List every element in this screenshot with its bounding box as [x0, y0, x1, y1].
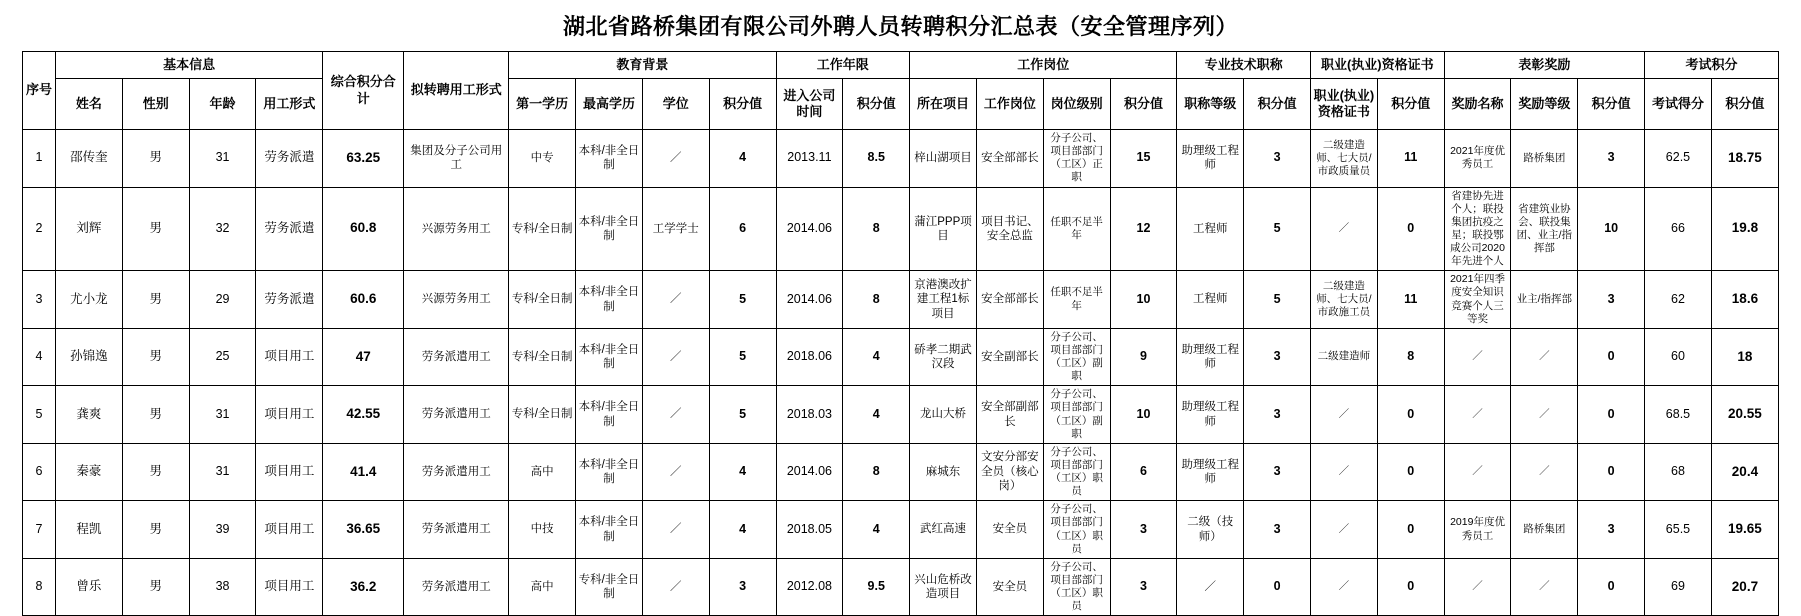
cell-edu-point: 5: [709, 271, 776, 329]
cell-exam-result: 66: [1645, 187, 1712, 271]
table-container: [0, 51, 1801, 616]
table-row: [23, 386, 1779, 444]
col-seq: 序号: [23, 52, 56, 130]
cell-sex: 男: [122, 386, 189, 444]
cell-award-name: 2021年四季度安全知识竞赛个人三等奖: [1444, 271, 1511, 329]
col-exam-point: 积分值: [1711, 79, 1778, 130]
cell-sex: 男: [122, 328, 189, 386]
col-plan-emp-form: 拟转聘用工形式: [404, 52, 509, 130]
cell-total-score: 36.2: [323, 558, 404, 616]
cell-post-point: 10: [1110, 271, 1177, 329]
cell-post-level: 任职不足半年: [1043, 271, 1110, 329]
cell-name: 曾乐: [56, 558, 123, 616]
cell-post: 安全员: [976, 558, 1043, 616]
cell-title-level: 工程师: [1177, 187, 1244, 271]
cell-total-score: 42.55: [323, 386, 404, 444]
cell-total-score: 41.4: [323, 443, 404, 501]
cell-project: 龙山大桥: [910, 386, 977, 444]
table-row: [23, 501, 1779, 559]
cell-award-point: 0: [1578, 443, 1645, 501]
cell-highest-edu: 本科/非全日制: [576, 501, 643, 559]
score-summary-table: [22, 51, 1779, 616]
cell-first-edu: 中技: [509, 501, 576, 559]
cell-sex: 男: [122, 558, 189, 616]
cell-edu-point: 6: [709, 187, 776, 271]
table-body: [23, 130, 1779, 616]
cell-cert: ／: [1311, 501, 1378, 559]
cell-degree: ／: [642, 130, 709, 188]
cell-post: 安全员: [976, 501, 1043, 559]
cell-sex: 男: [122, 443, 189, 501]
cell-cert: 二级建造师: [1311, 328, 1378, 386]
cell-emp-form: 项目用工: [256, 558, 323, 616]
cell-cert-point: 11: [1377, 130, 1444, 188]
cell-sex: 男: [122, 187, 189, 271]
cell-name: 尤小龙: [56, 271, 123, 329]
cell-title-point: 3: [1244, 328, 1311, 386]
cell-title-level: 助理级工程师: [1177, 130, 1244, 188]
col-award-point: 积分值: [1578, 79, 1645, 130]
cell-award-level: 路桥集团: [1511, 130, 1578, 188]
cell-project: 武红高速: [910, 501, 977, 559]
cell-emp-form: 项目用工: [256, 386, 323, 444]
col-edu-point: 积分值: [709, 79, 776, 130]
table-row: [23, 328, 1779, 386]
cell-award-point: 0: [1578, 328, 1645, 386]
cell-title-level: ／: [1177, 558, 1244, 616]
cell-post: 安全部部长: [976, 130, 1043, 188]
cell-cert-point: 0: [1377, 187, 1444, 271]
cell-join-date: 2012.08: [776, 558, 843, 616]
cell-exam-result: 62: [1645, 271, 1712, 329]
cell-edu-point: 5: [709, 328, 776, 386]
cell-award-level: 业主/指挥部: [1511, 271, 1578, 329]
cell-exam-point: 18.75: [1711, 130, 1778, 188]
col-total-score: 综合积分合计: [323, 52, 404, 130]
cell-emp-form: 项目用工: [256, 501, 323, 559]
cell-degree: ／: [642, 328, 709, 386]
cell-highest-edu: 专科/非全日制: [576, 558, 643, 616]
cell-total-score: 60.6: [323, 271, 404, 329]
cell-post-level: 分子公司、项目部部门（工区）副职: [1043, 328, 1110, 386]
col-degree: 学位: [642, 79, 709, 130]
cell-exam-point: 20.4: [1711, 443, 1778, 501]
cell-cert-point: 0: [1377, 501, 1444, 559]
cell-sex: 男: [122, 271, 189, 329]
cell-year-point: 8.5: [843, 130, 910, 188]
cell-highest-edu: 本科/非全日制: [576, 443, 643, 501]
col-post-level: 岗位级别: [1043, 79, 1110, 130]
cell-seq: 7: [23, 501, 56, 559]
cell-age: 31: [189, 130, 256, 188]
col-highest-edu: 最高学历: [576, 79, 643, 130]
cell-edu-point: 4: [709, 501, 776, 559]
cell-title-level: 助理级工程师: [1177, 386, 1244, 444]
cell-award-name: ／: [1444, 443, 1511, 501]
cell-edu-point: 3: [709, 558, 776, 616]
cell-seq: 5: [23, 386, 56, 444]
cell-post-point: 9: [1110, 328, 1177, 386]
col-name: 姓名: [56, 79, 123, 130]
cell-award-level: ／: [1511, 443, 1578, 501]
cell-project: 梓山湖项目: [910, 130, 977, 188]
cell-seq: 1: [23, 130, 56, 188]
cell-cert: 二级建造师、七大员/市政质量员: [1311, 130, 1378, 188]
cell-award-level: ／: [1511, 558, 1578, 616]
table-row: [23, 443, 1779, 501]
cell-first-edu: 专科/全日制: [509, 271, 576, 329]
cell-award-name: 省建协先进个人；联投集团抗疫之星；联投鄂咸公司2020年先进个人: [1444, 187, 1511, 271]
cell-first-edu: 专科/全日制: [509, 328, 576, 386]
cell-award-name: ／: [1444, 328, 1511, 386]
cell-award-level: 省建筑业协会、联投集团、业主/指挥部: [1511, 187, 1578, 271]
cell-join-date: 2014.06: [776, 271, 843, 329]
cell-year-point: 4: [843, 501, 910, 559]
cell-exam-result: 60: [1645, 328, 1712, 386]
cell-cert: 二级建造师、七大员/市政施工员: [1311, 271, 1378, 329]
col-title-point: 积分值: [1244, 79, 1311, 130]
cell-sex: 男: [122, 130, 189, 188]
cell-seq: 6: [23, 443, 56, 501]
cell-degree: ／: [642, 386, 709, 444]
cell-exam-point: 18: [1711, 328, 1778, 386]
cell-year-point: 9.5: [843, 558, 910, 616]
cell-seq: 4: [23, 328, 56, 386]
cell-post: 安全部副部长: [976, 386, 1043, 444]
cell-year-point: 4: [843, 386, 910, 444]
cell-age: 39: [189, 501, 256, 559]
cell-first-edu: 高中: [509, 558, 576, 616]
cell-title-point: 0: [1244, 558, 1311, 616]
col-exam-result: 考试得分: [1645, 79, 1712, 130]
cell-post-level: 任职不足半年: [1043, 187, 1110, 271]
cell-degree: ／: [642, 443, 709, 501]
cell-cert: ／: [1311, 558, 1378, 616]
cell-award-name: 2019年度优秀员工: [1444, 501, 1511, 559]
cell-plan-emp-form: 劳务派遣用工: [404, 501, 509, 559]
cell-award-point: 0: [1578, 386, 1645, 444]
col-group-work-post: 工作岗位: [910, 52, 1177, 79]
cell-title-level: 工程师: [1177, 271, 1244, 329]
cell-seq: 8: [23, 558, 56, 616]
col-first-edu: 第一学历: [509, 79, 576, 130]
header-row-group: [23, 52, 1779, 79]
cell-project: 兴山危桥改造项目: [910, 558, 977, 616]
cell-cert-point: 0: [1377, 443, 1444, 501]
cell-degree: ／: [642, 271, 709, 329]
cell-post-level: 分子公司、项目部部门（工区）职员: [1043, 558, 1110, 616]
cell-exam-result: 69: [1645, 558, 1712, 616]
cell-award-name: 2021年度优秀员工: [1444, 130, 1511, 188]
cell-join-date: 2014.06: [776, 443, 843, 501]
cell-join-date: 2018.05: [776, 501, 843, 559]
cell-edu-point: 5: [709, 386, 776, 444]
cell-highest-edu: 本科/非全日制: [576, 328, 643, 386]
cell-post-point: 3: [1110, 501, 1177, 559]
cell-cert-point: 11: [1377, 271, 1444, 329]
cell-project: 蒲江PPP项目: [910, 187, 977, 271]
cell-age: 31: [189, 386, 256, 444]
cell-total-score: 36.65: [323, 501, 404, 559]
cell-award-point: 3: [1578, 130, 1645, 188]
cell-plan-emp-form: 劳务派遣用工: [404, 386, 509, 444]
cell-exam-result: 62.5: [1645, 130, 1712, 188]
cell-age: 25: [189, 328, 256, 386]
cell-post: 安全部部长: [976, 271, 1043, 329]
cell-exam-result: 65.5: [1645, 501, 1712, 559]
cell-plan-emp-form: 劳务派遣用工: [404, 443, 509, 501]
cell-degree: ／: [642, 558, 709, 616]
col-emp-form: 用工形式: [256, 79, 323, 130]
cell-name: 孙锦逸: [56, 328, 123, 386]
cell-title-level: 二级（技师）: [1177, 501, 1244, 559]
cell-age: 32: [189, 187, 256, 271]
cell-cert-point: 0: [1377, 386, 1444, 444]
cell-age: 38: [189, 558, 256, 616]
cell-highest-edu: 本科/非全日制: [576, 271, 643, 329]
cell-title-point: 3: [1244, 386, 1311, 444]
cell-degree: 工学学士: [642, 187, 709, 271]
cell-seq: 3: [23, 271, 56, 329]
header-row-sub: [23, 79, 1779, 130]
cell-join-date: 2018.03: [776, 386, 843, 444]
col-year-point: 积分值: [843, 79, 910, 130]
table-row: [23, 558, 1779, 616]
cell-year-point: 8: [843, 187, 910, 271]
cell-title-point: 3: [1244, 130, 1311, 188]
col-post: 工作岗位: [976, 79, 1043, 130]
col-project: 所在项目: [910, 79, 977, 130]
cell-cert: ／: [1311, 386, 1378, 444]
cell-post-point: 6: [1110, 443, 1177, 501]
cell-edu-point: 4: [709, 130, 776, 188]
cell-year-point: 8: [843, 443, 910, 501]
cell-cert-point: 8: [1377, 328, 1444, 386]
cell-award-level: ／: [1511, 328, 1578, 386]
cell-post: 项目书记、安全总监: [976, 187, 1043, 271]
cell-post-level: 分子公司、项目部部门（工区）职员: [1043, 501, 1110, 559]
cell-first-edu: 专科/全日制: [509, 386, 576, 444]
cell-highest-edu: 本科/非全日制: [576, 386, 643, 444]
cell-degree: ／: [642, 501, 709, 559]
cell-post-point: 15: [1110, 130, 1177, 188]
table-row: [23, 271, 1779, 329]
cell-first-edu: 中专: [509, 130, 576, 188]
cell-name: 刘辉: [56, 187, 123, 271]
cell-post-point: 10: [1110, 386, 1177, 444]
cell-award-level: ／: [1511, 386, 1578, 444]
col-post-point: 积分值: [1110, 79, 1177, 130]
cell-title-point: 5: [1244, 187, 1311, 271]
cell-first-edu: 高中: [509, 443, 576, 501]
cell-plan-emp-form: 劳务派遣用工: [404, 328, 509, 386]
cell-first-edu: 专科/全日制: [509, 187, 576, 271]
cell-award-point: 0: [1578, 558, 1645, 616]
cell-post-point: 3: [1110, 558, 1177, 616]
col-title-level: 职称等级: [1177, 79, 1244, 130]
col-age: 年龄: [189, 79, 256, 130]
cell-cert: ／: [1311, 443, 1378, 501]
cell-exam-point: 19.65: [1711, 501, 1778, 559]
cell-award-name: ／: [1444, 558, 1511, 616]
cell-post-point: 12: [1110, 187, 1177, 271]
cell-sex: 男: [122, 501, 189, 559]
col-group-education: 教育背景: [509, 52, 776, 79]
cell-award-point: 3: [1578, 501, 1645, 559]
cell-edu-point: 4: [709, 443, 776, 501]
cell-age: 31: [189, 443, 256, 501]
cell-award-name: ／: [1444, 386, 1511, 444]
col-group-professional-title: 专业技术职称: [1177, 52, 1311, 79]
cell-join-date: 2018.06: [776, 328, 843, 386]
cell-post: 安全副部长: [976, 328, 1043, 386]
cell-plan-emp-form: 集团及分子公司用工: [404, 130, 509, 188]
cell-award-point: 10: [1578, 187, 1645, 271]
cell-cert-point: 0: [1377, 558, 1444, 616]
cell-project: 京港澳改扩建工程1标项目: [910, 271, 977, 329]
col-award-level: 奖励等级: [1511, 79, 1578, 130]
col-group-basic-info: 基本信息: [56, 52, 323, 79]
cell-award-level: 路桥集团: [1511, 501, 1578, 559]
cell-emp-form: 劳务派遣: [256, 271, 323, 329]
cell-year-point: 4: [843, 328, 910, 386]
cell-emp-form: 劳务派遣: [256, 187, 323, 271]
cell-name: 秦豪: [56, 443, 123, 501]
cell-exam-point: 19.8: [1711, 187, 1778, 271]
cell-project: 麻城东: [910, 443, 977, 501]
cell-highest-edu: 本科/非全日制: [576, 187, 643, 271]
cell-post: 文安分部安全员（核心岗）: [976, 443, 1043, 501]
cell-project: 硚孝二期武汉段: [910, 328, 977, 386]
cell-plan-emp-form: 劳务派遣用工: [404, 558, 509, 616]
col-join-date: 进入公司时间: [776, 79, 843, 130]
table-row: [23, 187, 1779, 271]
cell-seq: 2: [23, 187, 56, 271]
cell-title-point: 3: [1244, 501, 1311, 559]
cell-join-date: 2013.11: [776, 130, 843, 188]
cell-exam-result: 68.5: [1645, 386, 1712, 444]
cell-title-point: 3: [1244, 443, 1311, 501]
col-group-awards: 表彰奖励: [1444, 52, 1644, 79]
cell-title-point: 5: [1244, 271, 1311, 329]
col-group-vocational-cert: 职业(执业)资格证书: [1311, 52, 1445, 79]
cell-year-point: 8: [843, 271, 910, 329]
cell-name: 龚爽: [56, 386, 123, 444]
cell-cert: ／: [1311, 187, 1378, 271]
cell-post-level: 分子公司、项目部部门（工区）职员: [1043, 443, 1110, 501]
cell-post-level: 分子公司、项目部部门（工区）正职: [1043, 130, 1110, 188]
cell-highest-edu: 本科/非全日制: [576, 130, 643, 188]
col-cert-point: 积分值: [1377, 79, 1444, 130]
cell-title-level: 助理级工程师: [1177, 328, 1244, 386]
cell-post-level: 分子公司、项目部部门（工区）副职: [1043, 386, 1110, 444]
cell-name: 邵传奎: [56, 130, 123, 188]
cell-exam-point: 20.7: [1711, 558, 1778, 616]
cell-exam-point: 20.55: [1711, 386, 1778, 444]
cell-title-level: 助理级工程师: [1177, 443, 1244, 501]
cell-exam-result: 68: [1645, 443, 1712, 501]
cell-name: 程凯: [56, 501, 123, 559]
col-group-work-years: 工作年限: [776, 52, 910, 79]
cell-emp-form: 劳务派遣: [256, 130, 323, 188]
cell-total-score: 63.25: [323, 130, 404, 188]
col-cert: 职业(执业)资格证书: [1311, 79, 1378, 130]
col-award-name: 奖励名称: [1444, 79, 1511, 130]
cell-total-score: 47: [323, 328, 404, 386]
cell-join-date: 2014.06: [776, 187, 843, 271]
cell-total-score: 60.8: [323, 187, 404, 271]
cell-award-point: 3: [1578, 271, 1645, 329]
cell-exam-point: 18.6: [1711, 271, 1778, 329]
cell-plan-emp-form: 兴源劳务用工: [404, 187, 509, 271]
cell-emp-form: 项目用工: [256, 443, 323, 501]
cell-emp-form: 项目用工: [256, 328, 323, 386]
col-group-exam-score: 考试积分: [1645, 52, 1779, 79]
cell-age: 29: [189, 271, 256, 329]
page-title: 湖北省路桥集团有限公司外聘人员转聘积分汇总表（安全管理序列）: [562, 14, 1238, 39]
cell-plan-emp-form: 兴源劳务用工: [404, 271, 509, 329]
col-sex: 性别: [122, 79, 189, 130]
table-header: [23, 52, 1779, 130]
table-row: [23, 130, 1779, 188]
